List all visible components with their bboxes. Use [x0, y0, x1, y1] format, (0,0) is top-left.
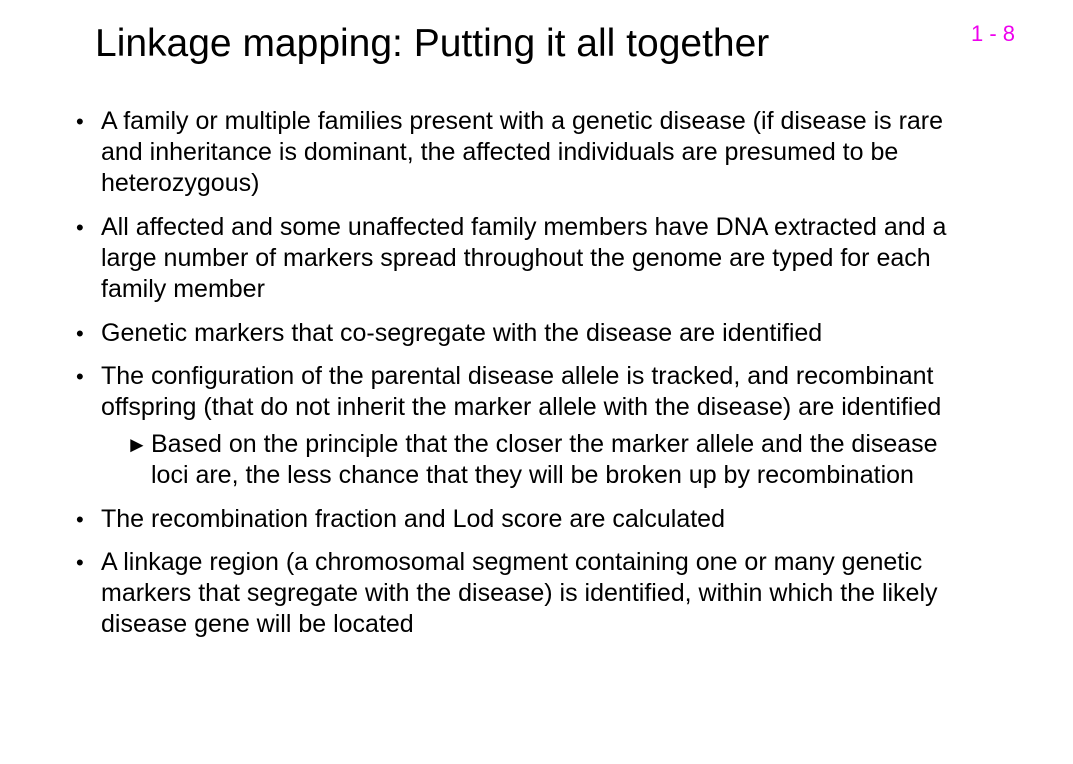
- bullet-text: The configuration of the parental disease allele is tracked, and recombinant offspring (that do not inherit the marker allele with the disease) are identified: [101, 362, 942, 421]
- bullet-dot-icon: •: [76, 364, 84, 389]
- bullet-item: [76, 106, 956, 199]
- bullet-item: [76, 504, 956, 535]
- bullet-dot-icon: •: [76, 550, 84, 575]
- bullet-text: A linkage region (a chromosomal segment containing one or many genetic markers that segregate with the disease) is identified, within which the likely disease gene will be located: [101, 548, 938, 638]
- bullet-item: [76, 318, 956, 349]
- bullet-item: [76, 212, 956, 305]
- bullet-dot-icon: •: [76, 215, 84, 240]
- bullet-text: A family or multiple families present with a genetic disease (if disease is rare and inheritance is dominant, the affected individuals are presumed to be heterozygous): [101, 107, 944, 197]
- bullet-item: [76, 361, 956, 491]
- bullet-item: [76, 547, 956, 640]
- bullet-text: Genetic markers that co-segregate with the disease are identified: [101, 319, 823, 347]
- bullet-text: The recombination fraction and Lod score are calculated: [101, 505, 725, 533]
- bullet-list: [76, 106, 956, 653]
- slide-title: Linkage mapping: Putting it all together: [95, 22, 770, 65]
- sub-bullet-item: [126, 429, 956, 491]
- bullet-text: All affected and some unaffected family members have DNA extracted and a large number of markers spread throughout the genome are typed for each family member: [101, 213, 947, 303]
- slide-page-number: 1 - 8: [971, 21, 1016, 46]
- arrow-right-icon: ►: [126, 432, 148, 457]
- sub-bullet-text: Based on the principle that the closer the marker allele and the disease loci are, the less chance that they will be broken up by recombination: [151, 430, 938, 489]
- bullet-dot-icon: •: [76, 321, 84, 346]
- bullet-dot-icon: •: [76, 109, 84, 134]
- bullet-dot-icon: •: [76, 507, 84, 532]
